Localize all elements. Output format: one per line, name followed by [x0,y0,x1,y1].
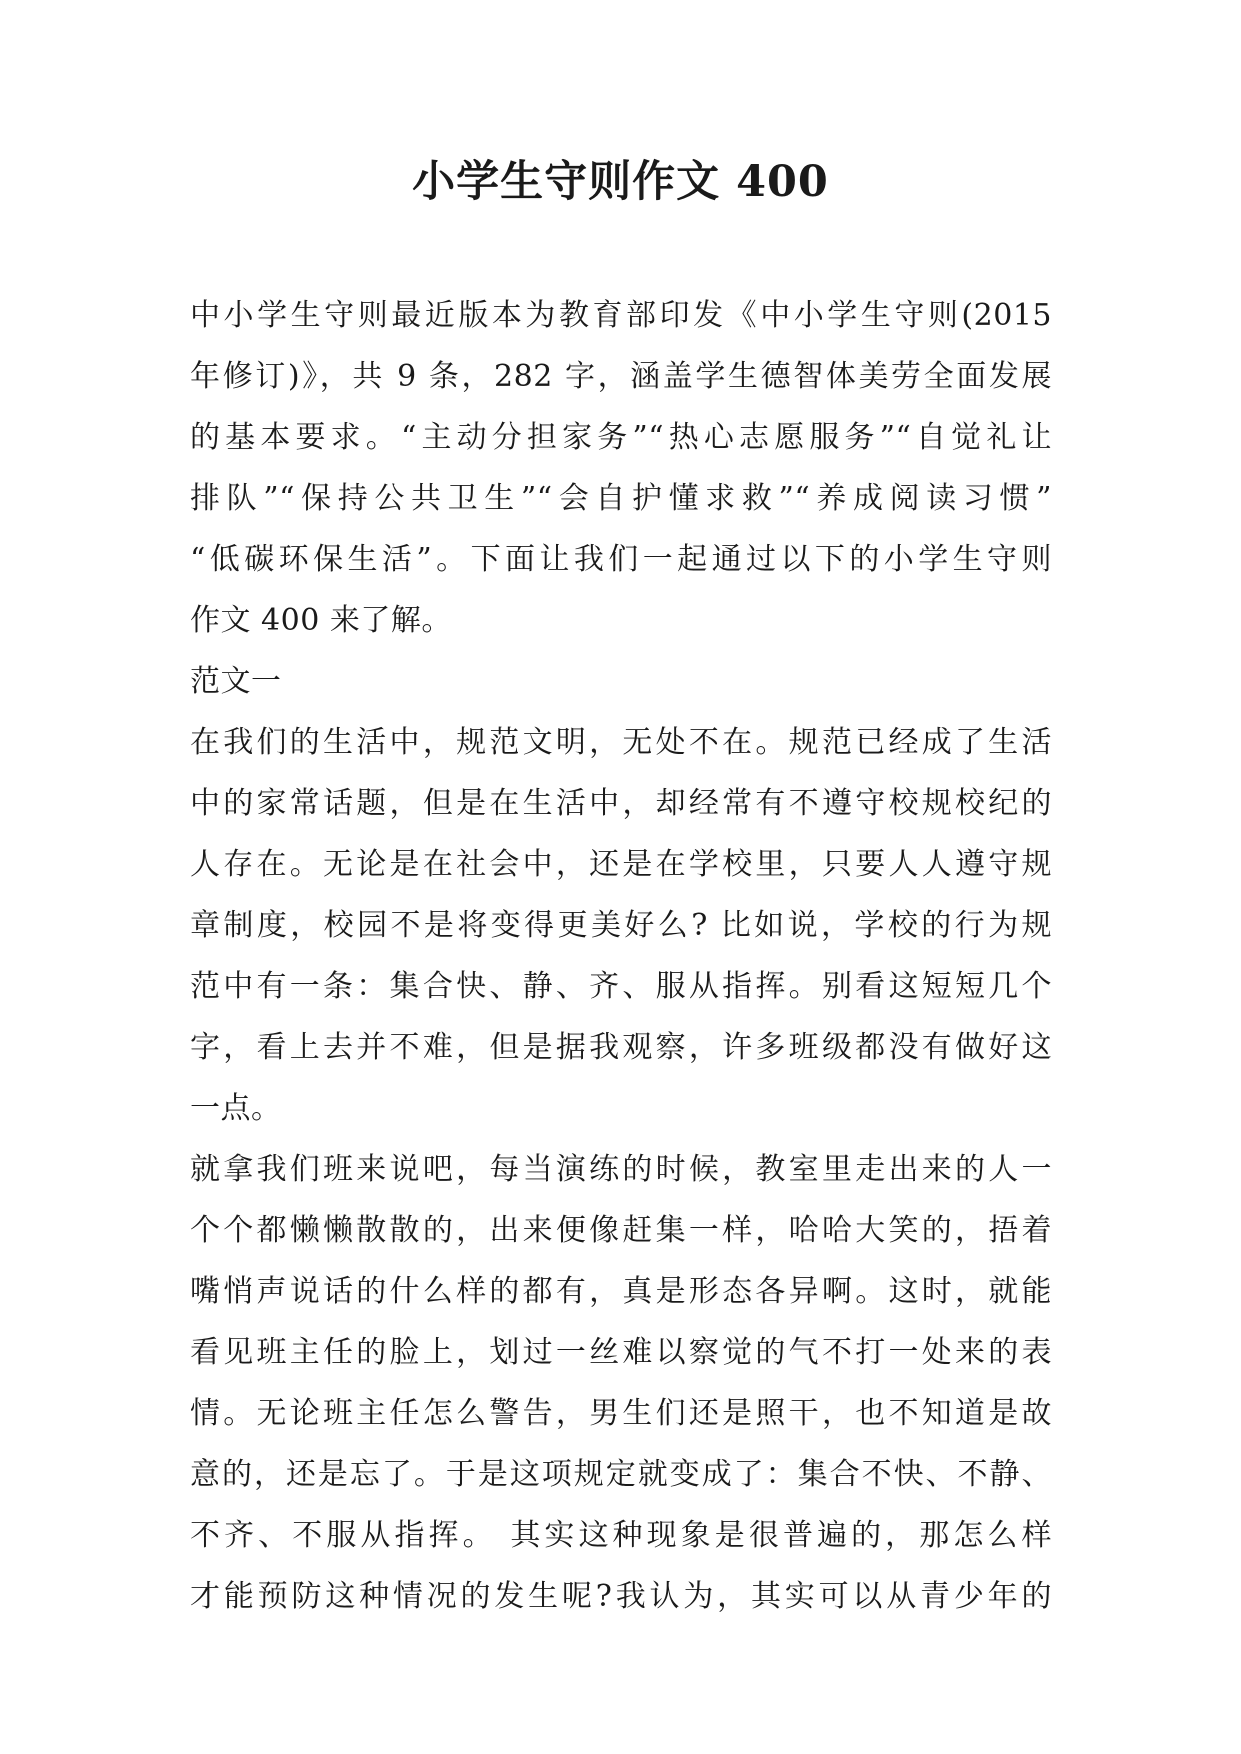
text-line: 作文 400 来了解。 [190,603,452,638]
text-line: 意的，还是忘了。于是这项规定就变成了：集合不快、不静、 [190,1457,1052,1492]
text-line: 中小学生守则最近版本为教育部印发《中小学生守则(2015 [190,298,1052,333]
text-line: 不齐、不服从指挥。 其实这种现象是很普遍的，那怎么样 [190,1518,1052,1553]
text-line: 一点。 [190,1091,282,1126]
text-line: 才能预防这种情况的发生呢?我认为，其实可以从青少年的 [190,1579,1052,1614]
text-line: 嘴悄声说话的什么样的都有，真是形态各异啊。这时，就能 [190,1274,1052,1309]
text-line: 中的家常话题，但是在生活中，却经常有不遵守校规校纪的 [190,786,1052,821]
text-line: 在我们的生活中，规范文明，无处不在。规范已经成了生活 [190,725,1052,760]
text-line: 范中有一条：集合快、静、齐、服从指挥。别看这短短几个 [190,969,1052,1004]
text-line: 人存在。无论是在社会中，还是在学校里，只要人人遵守规 [190,847,1052,882]
document-body [190,285,1052,1627]
section-heading: 范文一 [190,664,282,699]
text-line: 就拿我们班来说吧，每当演练的时候，教室里走出来的人一 [190,1152,1052,1187]
text-line: 情。无论班主任怎么警告，男生们还是照干，也不知道是故 [190,1396,1052,1431]
text-line: 年修订)》，共 9 条，282 字，涵盖学生德智体美劳全面发展 [190,359,1052,394]
text-line: 章制度，校园不是将变得更美好么? 比如说，学校的行为规 [190,908,1052,943]
text-line: 看见班主任的脸上，划过一丝难以察觉的气不打一处来的表 [190,1335,1052,1370]
text-line: 的基本要求。“主动分担家务”“热心志愿服务”“自觉礼让 [190,420,1052,455]
text-line: 个个都懒懒散散的，出来便像赶集一样，哈哈大笑的，捂着 [190,1213,1052,1248]
text-line: 排队”“保持公共卫生”“会自护懂求救”“养成阅读习惯” [190,481,1052,516]
document-title: 小学生守则作文 400 [412,157,829,207]
text-line: “低碳环保生活”。下面让我们一起通过以下的小学生守则 [190,542,1052,577]
text-line: 字，看上去并不难，但是据我观察，许多班级都没有做好这 [190,1030,1052,1065]
